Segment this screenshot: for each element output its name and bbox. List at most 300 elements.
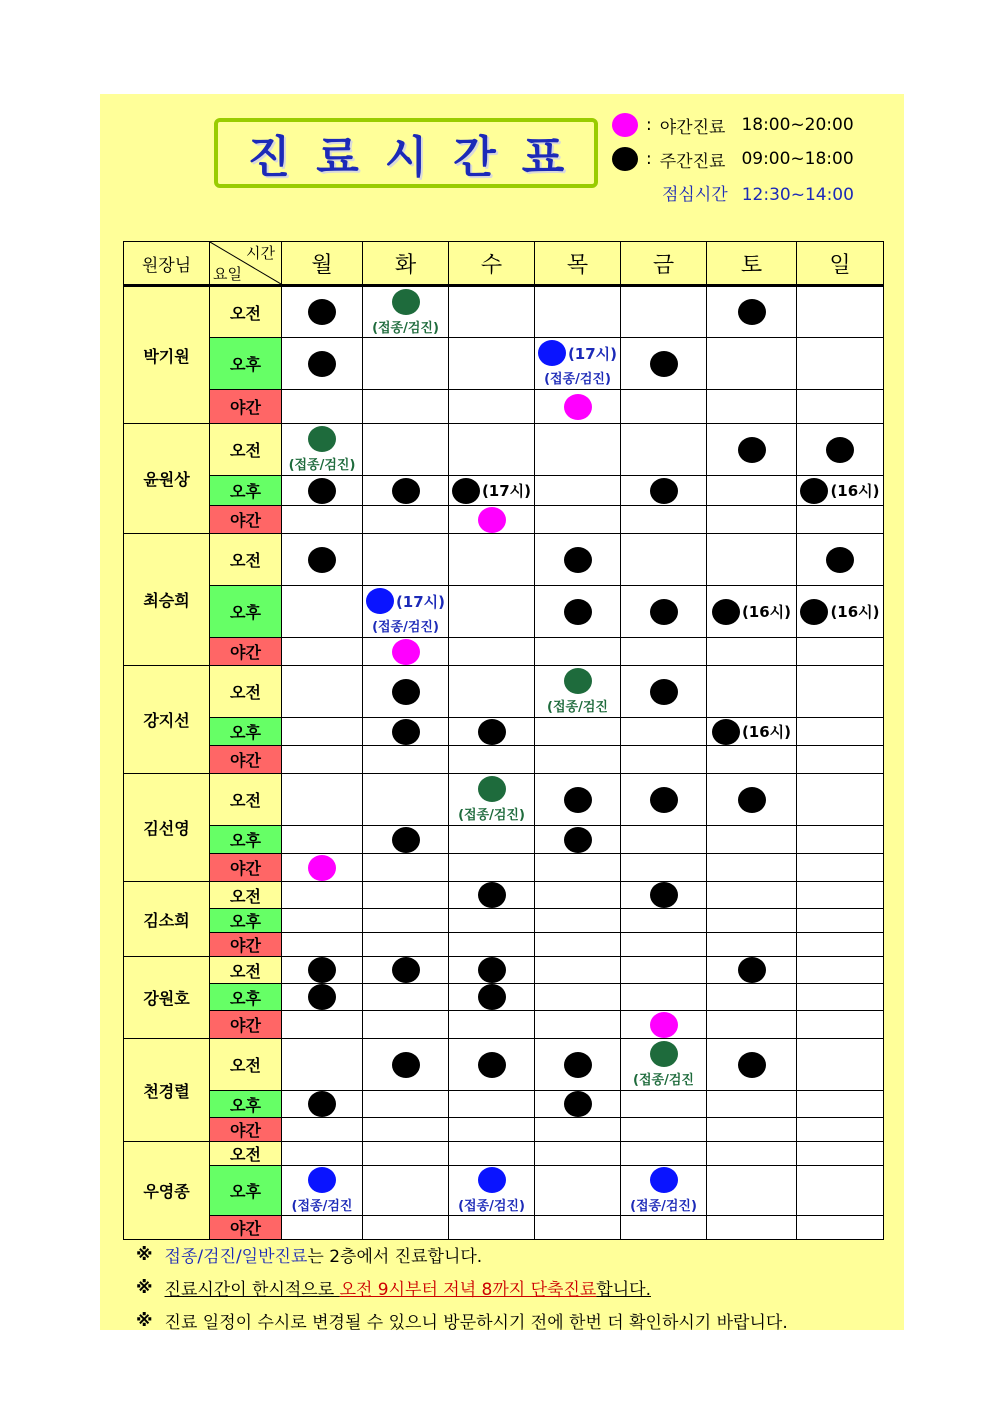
- schedule-cell: [535, 933, 621, 957]
- schedule-row: [124, 933, 884, 957]
- schedule-cell: [449, 1118, 535, 1142]
- schedule-row: [124, 1166, 884, 1216]
- slot-label-pm: 오후: [210, 1091, 282, 1118]
- schedule-cell: [449, 638, 535, 666]
- slot-label-night: 야간: [210, 638, 282, 666]
- schedule-cell: [621, 1142, 707, 1166]
- schedule-cell: [621, 638, 707, 666]
- schedule-cell: [535, 506, 621, 534]
- schedule-cell: [797, 286, 884, 338]
- black-dot-icon: [308, 547, 336, 573]
- schedule-row: [124, 286, 884, 338]
- schedule-cell: [535, 1039, 621, 1091]
- schedule-cell: [449, 746, 535, 774]
- time-label: (17시): [567, 344, 618, 363]
- schedule-cell: [363, 1166, 449, 1216]
- schedule-cell: [621, 854, 707, 882]
- note-line-1: ※ 접종/검진/일반진료 는 2층에서 진료합니다.: [136, 1244, 483, 1267]
- schedule-cell: [797, 1166, 884, 1216]
- schedule-cell: [797, 882, 884, 909]
- slot-label-am: 오전: [210, 774, 282, 826]
- schedule-cell: [449, 1011, 535, 1039]
- schedule-row: [124, 826, 884, 854]
- schedule-cell: [363, 390, 449, 424]
- black-dot-icon: [478, 984, 506, 1010]
- schedule-cell: [282, 476, 363, 506]
- slot-label-night: 야간: [210, 390, 282, 424]
- schedule-cell: [449, 984, 535, 1011]
- black-dot-icon: [738, 1052, 766, 1078]
- schedule-row: [124, 1216, 884, 1240]
- schedule-row: [124, 1039, 884, 1091]
- black-dot-icon: [650, 478, 678, 504]
- schedule-cell: [282, 933, 363, 957]
- schedule-cell: [797, 1011, 884, 1039]
- schedule-cell: [535, 746, 621, 774]
- black-dot-icon: [308, 984, 336, 1010]
- schedule-row: [124, 1142, 884, 1166]
- magenta-dot-icon: [308, 855, 336, 881]
- schedule-cell: [363, 666, 449, 718]
- schedule-cell: [363, 1118, 449, 1142]
- slot-label-am: 오전: [210, 957, 282, 984]
- doctor-name: 김소희: [124, 882, 210, 957]
- schedule-cell: [535, 984, 621, 1011]
- corner-header: [210, 242, 282, 286]
- legend-label: 주간진료: [659, 151, 726, 172]
- schedule-cell: [797, 957, 884, 984]
- doctor-name: 최승희: [124, 534, 210, 666]
- schedule-cell: [621, 826, 707, 854]
- schedule-cell: [621, 1011, 707, 1039]
- black-dot-icon: [478, 1052, 506, 1078]
- schedule-cell: [797, 718, 884, 746]
- time-label: (17시): [481, 482, 532, 500]
- black-dot-icon: [564, 787, 592, 813]
- schedule-cell: [535, 638, 621, 666]
- schedule-cell: [707, 984, 797, 1011]
- schedule-cell: [797, 1091, 884, 1118]
- schedule-cell: [535, 882, 621, 909]
- green-dot-icon: [650, 1041, 678, 1067]
- slot-label-night: 야간: [210, 933, 282, 957]
- schedule-cell: [449, 718, 535, 746]
- schedule-cell: [363, 534, 449, 586]
- schedule-cell: [707, 1091, 797, 1118]
- schedule-cell: [535, 390, 621, 424]
- blue-dot-icon: [478, 1167, 506, 1193]
- corner-bottom-label: 요일: [213, 265, 242, 283]
- black-dot-icon: [826, 437, 854, 463]
- black-dot-icon: [650, 787, 678, 813]
- slot-label-pm: 오후: [210, 984, 282, 1011]
- schedule-cell: [282, 882, 363, 909]
- slot-label-am: 오전: [210, 1039, 282, 1091]
- schedule-cell: [363, 506, 449, 534]
- note-line-2: ※ 진료시간이 한시적으로 오전 9시부터 저녁 8까지 단축진료 합니다.: [136, 1277, 651, 1300]
- black-dot-icon: [650, 882, 678, 908]
- schedule-cell: [707, 1118, 797, 1142]
- schedule-cell: [707, 746, 797, 774]
- schedule-cell: [535, 534, 621, 586]
- schedule-cell: [535, 1118, 621, 1142]
- schedule-cell: [449, 774, 535, 826]
- schedule-cell: [363, 586, 449, 638]
- schedule-cell: [282, 666, 363, 718]
- schedule-cell: [797, 534, 884, 586]
- schedule-cell: [707, 338, 797, 390]
- black-dot-icon: [478, 957, 506, 983]
- slot-label-am: 오전: [210, 534, 282, 586]
- schedule-cell: [282, 286, 363, 338]
- slot-label-am: 오전: [210, 666, 282, 718]
- slot-label-night: 야간: [210, 506, 282, 534]
- schedule-cell: [363, 1216, 449, 1240]
- black-dot-icon: [712, 719, 740, 745]
- schedule-cell: [707, 286, 797, 338]
- green-dot-icon: [564, 668, 592, 694]
- schedule-row: [124, 1091, 884, 1118]
- schedule-cell: [797, 774, 884, 826]
- schedule-cell: [707, 882, 797, 909]
- schedule-cell: [621, 586, 707, 638]
- schedule-cell: [282, 957, 363, 984]
- schedule-cell: [621, 1091, 707, 1118]
- schedule-cell: [621, 1039, 707, 1091]
- black-dot-icon: [650, 679, 678, 705]
- schedule-cell: [621, 338, 707, 390]
- schedule-cell: [282, 909, 363, 933]
- slot-label-am: 오전: [210, 286, 282, 338]
- black-dot-icon: [800, 599, 828, 625]
- day-header: 화: [363, 242, 449, 286]
- doctor-name: 강원호: [124, 957, 210, 1039]
- header-row: [124, 242, 884, 286]
- schedule-cell: [535, 718, 621, 746]
- note-label: (접종/검진): [372, 320, 439, 336]
- schedule-cell: [363, 774, 449, 826]
- magenta-dot-icon: [392, 639, 420, 665]
- black-dot-icon: [738, 787, 766, 813]
- schedule-row: [124, 666, 884, 718]
- schedule-cell: [797, 506, 884, 534]
- schedule-cell: [449, 882, 535, 909]
- schedule-cell: [707, 1039, 797, 1091]
- schedule-cell: [535, 666, 621, 718]
- schedule-cell: [797, 586, 884, 638]
- doctor-name: 윤원상: [124, 424, 210, 534]
- schedule-row: [124, 854, 884, 882]
- schedule-cell: [449, 1091, 535, 1118]
- black-dot-icon: [308, 351, 336, 377]
- schedule-cell: [282, 390, 363, 424]
- schedule-cell: [621, 424, 707, 476]
- schedule-cell: [707, 424, 797, 476]
- black-dot-icon: [392, 719, 420, 745]
- schedule-cell: [621, 909, 707, 933]
- legend-label: 야간진료: [659, 117, 726, 138]
- blue-dot-icon: [650, 1167, 678, 1193]
- schedule-cell: [621, 957, 707, 984]
- blue-dot-icon: [538, 340, 566, 366]
- schedule-cell: [621, 476, 707, 506]
- slot-label-pm: 오후: [210, 1166, 282, 1216]
- slot-label-pm: 오후: [210, 338, 282, 390]
- schedule-cell: [449, 826, 535, 854]
- slot-label-am: 오전: [210, 424, 282, 476]
- day-header: 금: [621, 242, 707, 286]
- schedule-cell: [535, 854, 621, 882]
- schedule-cell: [797, 909, 884, 933]
- black-dot-icon: [738, 299, 766, 325]
- schedule-cell: [363, 882, 449, 909]
- black-dot-icon: [564, 1091, 592, 1117]
- schedule-cell: [707, 638, 797, 666]
- schedule-cell: [449, 854, 535, 882]
- schedule-cell: [707, 586, 797, 638]
- schedule-cell: [707, 718, 797, 746]
- schedule-cell: [449, 534, 535, 586]
- schedule-cell: [282, 424, 363, 476]
- schedule-cell: [282, 854, 363, 882]
- time-label: (16시): [741, 603, 792, 621]
- schedule-cell: [363, 338, 449, 390]
- schedule-cell: [707, 666, 797, 718]
- black-dot-icon: [478, 882, 506, 908]
- schedule-cell: [797, 1118, 884, 1142]
- magenta-dot-icon: [564, 394, 592, 420]
- slot-label-night: 야간: [210, 1118, 282, 1142]
- schedule-cell: [363, 476, 449, 506]
- schedule-cell: [797, 1142, 884, 1166]
- schedule-cell: [535, 476, 621, 506]
- black-dot-icon: [392, 827, 420, 853]
- slot-label-pm: 오후: [210, 718, 282, 746]
- note-label: (접종/검진: [633, 1073, 694, 1088]
- time-label: (17시): [395, 592, 446, 611]
- black-dot-icon: [452, 478, 480, 504]
- schedule-cell: [621, 882, 707, 909]
- schedule-cell: [282, 1011, 363, 1039]
- schedule-cell: [535, 957, 621, 984]
- schedule-cell: [363, 933, 449, 957]
- legend-day: : 주간진료 09:00~18:00: [612, 146, 854, 172]
- magenta-dot-icon: [478, 507, 506, 533]
- schedule-row: [124, 586, 884, 638]
- magenta-dot-icon: [650, 1012, 678, 1038]
- schedule-cell: [797, 933, 884, 957]
- schedule-cell: [363, 984, 449, 1011]
- schedule-cell: [797, 984, 884, 1011]
- day-header: 토: [707, 242, 797, 286]
- slot-label-pm: 오후: [210, 909, 282, 933]
- schedule-cell: [535, 424, 621, 476]
- schedule-cell: [707, 476, 797, 506]
- green-dot-icon: [478, 776, 506, 802]
- schedule-cell: [707, 854, 797, 882]
- schedule-cell: [707, 1166, 797, 1216]
- schedule-cell: [707, 957, 797, 984]
- schedule-cell: [282, 1166, 363, 1216]
- black-dot-icon: [712, 599, 740, 625]
- schedule-cell: [535, 1142, 621, 1166]
- slot-label-am: 오전: [210, 882, 282, 909]
- schedule-cell: [449, 424, 535, 476]
- time-label: (16시): [830, 482, 880, 500]
- schedule-row: [124, 476, 884, 506]
- schedule-cell: [363, 424, 449, 476]
- schedule-cell: [621, 666, 707, 718]
- time-label: (16시): [741, 723, 792, 741]
- schedule-cell: [449, 1216, 535, 1240]
- schedule-row: [124, 909, 884, 933]
- schedule-cell: [797, 746, 884, 774]
- black-dot-icon: [738, 437, 766, 463]
- schedule-row: [124, 338, 884, 390]
- slot-label-night: 야간: [210, 1216, 282, 1240]
- doctor-name: 천경렬: [124, 1039, 210, 1142]
- black-dot-icon: [564, 827, 592, 853]
- schedule-cell: [535, 909, 621, 933]
- schedule-cell: [282, 746, 363, 774]
- schedule-cell: [707, 506, 797, 534]
- schedule-cell: [363, 854, 449, 882]
- schedule-cell: [621, 506, 707, 534]
- schedule-cell: [363, 1142, 449, 1166]
- schedule-cell: [282, 1039, 363, 1091]
- notes: [136, 1238, 788, 1337]
- note-label: (접종/검진: [291, 1199, 353, 1214]
- schedule-cell: [535, 1166, 621, 1216]
- day-header: 월: [282, 242, 363, 286]
- schedule-cell: [707, 390, 797, 424]
- schedule-row: [124, 1118, 884, 1142]
- schedule-cell: [282, 638, 363, 666]
- schedule-cell: [797, 338, 884, 390]
- slot-label-night: 야간: [210, 746, 282, 774]
- schedule-row: [124, 638, 884, 666]
- black-dot-icon: [800, 478, 828, 504]
- day-header: 수: [449, 242, 535, 286]
- slot-label-pm: 오후: [210, 476, 282, 506]
- schedule-cell: [707, 1011, 797, 1039]
- schedule-row: [124, 424, 884, 476]
- schedule-cell: [707, 774, 797, 826]
- day-header: 목: [535, 242, 621, 286]
- note-label: (접종/검진): [288, 458, 356, 473]
- black-dot-icon: [564, 547, 592, 573]
- legend-time: 09:00~18:00: [741, 149, 854, 169]
- schedule-cell: [282, 1118, 363, 1142]
- schedule-cell: [797, 638, 884, 666]
- schedule-cell: [621, 718, 707, 746]
- schedule-cell: [707, 909, 797, 933]
- slot-label-night: 야간: [210, 854, 282, 882]
- schedule-cell: [282, 506, 363, 534]
- black-dot-icon: [308, 1091, 336, 1117]
- black-dot-icon: [308, 478, 336, 504]
- schedule-cell: [707, 534, 797, 586]
- doctor-name: 강지선: [124, 666, 210, 774]
- schedule-cell: [535, 1091, 621, 1118]
- schedule-cell: [363, 826, 449, 854]
- black-dot-icon: [392, 478, 420, 504]
- note-label: (접종/검진): [544, 372, 611, 387]
- legend-night: : 야간진료 18:00~20:00: [612, 112, 854, 138]
- schedule-cell: [282, 586, 363, 638]
- schedule-cell: [449, 586, 535, 638]
- blue-dot-icon: [308, 1167, 336, 1193]
- legend-time: 18:00~20:00: [741, 115, 854, 135]
- schedule-cell: [707, 826, 797, 854]
- schedule-cell: [535, 774, 621, 826]
- schedule-cell: [797, 1039, 884, 1091]
- schedule-cell: [621, 286, 707, 338]
- schedule-cell: [535, 826, 621, 854]
- black-dot-icon: [612, 147, 638, 171]
- green-dot-icon: [392, 289, 420, 315]
- schedule-cell: [449, 957, 535, 984]
- doctor-name: 우영종: [124, 1142, 210, 1240]
- page-title: 진료시간표: [247, 132, 591, 183]
- black-dot-icon: [564, 599, 592, 625]
- slot-label-pm: 오후: [210, 586, 282, 638]
- schedule-cell: [621, 933, 707, 957]
- schedule-cell: [449, 666, 535, 718]
- black-dot-icon: [392, 679, 420, 705]
- schedule-cell: [363, 286, 449, 338]
- slot-label-pm: 오후: [210, 826, 282, 854]
- schedule-cell: [535, 586, 621, 638]
- schedule-row: [124, 984, 884, 1011]
- black-dot-icon: [392, 1052, 420, 1078]
- blue-dot-icon: [366, 588, 394, 614]
- schedule-cell: [449, 476, 535, 506]
- day-header: 일: [797, 242, 884, 286]
- title-box: [214, 118, 598, 188]
- schedule-row: [124, 746, 884, 774]
- doctor-name: 김선영: [124, 774, 210, 882]
- note-label: (접종/검진): [630, 1199, 697, 1214]
- schedule-cell: [363, 746, 449, 774]
- schedule-cell: [707, 1142, 797, 1166]
- schedule-row: [124, 1011, 884, 1039]
- schedule-row: [124, 774, 884, 826]
- schedule-row: [124, 957, 884, 984]
- schedule-cell: [449, 909, 535, 933]
- doctor-header: 원장님: [124, 242, 210, 286]
- schedule-cell: [363, 909, 449, 933]
- black-dot-icon: [826, 547, 854, 573]
- black-dot-icon: [738, 957, 766, 983]
- schedule-row: [124, 506, 884, 534]
- schedule-cell: [535, 1216, 621, 1240]
- schedule-cell: [282, 1091, 363, 1118]
- schedule-cell: [621, 984, 707, 1011]
- doctor-name: 박기원: [124, 286, 210, 424]
- schedule-cell: [621, 534, 707, 586]
- schedule-cell: [282, 774, 363, 826]
- schedule-cell: [797, 424, 884, 476]
- black-dot-icon: [564, 1052, 592, 1078]
- schedule-cell: [282, 1216, 363, 1240]
- schedule-cell: [282, 718, 363, 746]
- schedule-cell: [363, 718, 449, 746]
- schedule-cell: [363, 1011, 449, 1039]
- schedule-cell: [449, 933, 535, 957]
- schedule-cell: [363, 1091, 449, 1118]
- lunch-time: 점심시간 12:30~14:00: [662, 185, 854, 205]
